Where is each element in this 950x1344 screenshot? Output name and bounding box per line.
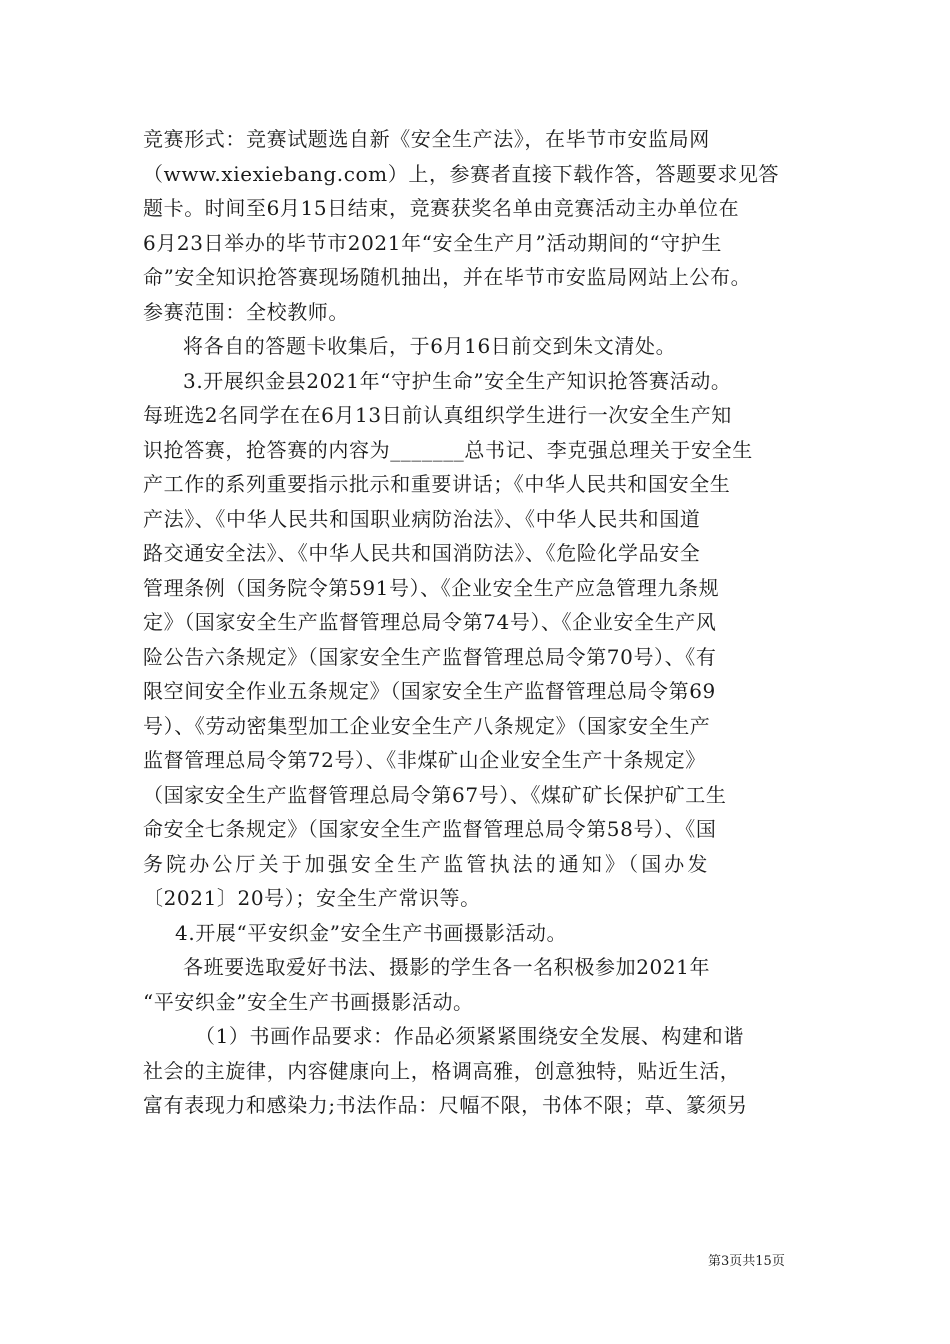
text-line: 号）、《劳动密集型加工企业安全生产八条规定》（国家安全生产 [143, 713, 711, 738]
text-line: 竞赛形式：竞赛试题选自新《安全生产法》，在毕节市安监局网 [143, 127, 710, 151]
text-line: 将各自的答题卡收集后，于6月16日前交到朱文清处。 [183, 334, 677, 358]
text-line: （www.xiexiebang.com）上，参赛者直接下载作答，答题要求见答 [143, 161, 780, 186]
text-line: 命安全七条规定》（国家安全生产监督管理总局令第58号）、《国 [143, 817, 717, 841]
page-number-footer: 第3页共15页 [708, 1254, 785, 1269]
text-line: 各班要选取爱好书法、摄影的学生各一名积极参加2021年 [183, 955, 711, 979]
text-line: 6月23日举办的毕节市2021年“安全生产月”活动期间的“守护生 [143, 230, 722, 255]
text-line: 社会的主旋律，内容健康向上，格调高雅，创意独特，贴近生活， [143, 1058, 741, 1083]
text-line: 定》（国家安全生产监督管理总局令第74号）、《企业安全生产风 [143, 610, 717, 634]
text-line: 产法》、《中华人民共和国职业病防治法》、《中华人民共和国道 [143, 506, 701, 531]
text-line: “平安织金”安全生产书画摄影活动。 [143, 989, 474, 1014]
text-line: 每班选2名同学在在6月13日前认真组织学生进行一次安全生产知 [143, 403, 732, 427]
text-line: 识抢答赛，抢答赛的内容为_______总书记、李克强总理关于安全生 [143, 437, 753, 462]
text-line: 管理条例（国务院令第591号）、《企业安全生产应急管理九条规 [143, 575, 720, 600]
body-text [143, 122, 823, 1123]
text-line: 限空间安全作业五条规定》（国家安全生产监督管理总局令第69 [143, 679, 716, 703]
text-line: 命”安全知识抢答赛现场随机抽出，并在毕节市安监局网站上公布。 [143, 265, 752, 289]
text-line: 监督管理总局令第72号）、《非煤矿山企业安全生产十条规定》 [143, 748, 706, 772]
text-line: （1）书画作品要求：作品必须紧紧围绕安全发展、构建和谐 [195, 1024, 744, 1048]
text-line: 题卡。时间至6月15日结束，竞赛获奖名单由竞赛活动主办单位在 [143, 196, 740, 220]
text-line: 参赛范围：全校教师。 [143, 299, 349, 324]
text-line: （国家安全生产监督管理总局令第67号）、《煤矿矿长保护矿工生 [143, 782, 727, 807]
text-line: 〔2021〕20号）；安全生产常识等。 [143, 886, 481, 910]
text-line: 富有表现力和感染力;书法作品：尺幅不限，书体不限；草、篆须另 [143, 1093, 748, 1117]
text-line: 4.开展“平安织金”安全生产书画摄影活动。 [175, 920, 568, 945]
text-line: 3.开展织金县2021年“守护生命”安全生产知识抢答赛活动。 [183, 368, 732, 393]
text-line: 险公告六条规定》（国家安全生产监督管理总局令第70号）、《有 [143, 644, 717, 669]
text-line: 务院办公厅关于加强安全生产监管执法的通知》（国办发 [143, 851, 711, 876]
text-line: 路交通安全法》、《中华人民共和国消防法》、《危险化学品安全 [143, 541, 701, 565]
text-line: 产工作的系列重要指示批示和重要讲话；《中华人民共和国安全生 [143, 472, 731, 496]
